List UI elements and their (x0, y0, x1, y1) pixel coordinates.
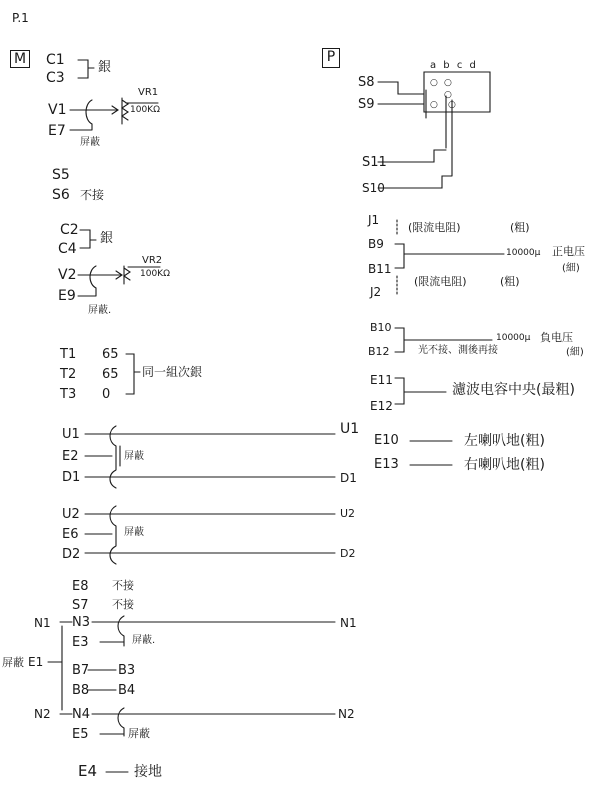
value-vr1: 100KΩ (130, 105, 160, 115)
value-t1: 65 (102, 347, 119, 362)
label-b10: B10 (370, 321, 392, 334)
end-label-u1: U1 (340, 421, 360, 437)
label-u1: U1 (62, 427, 80, 442)
note-e11: 濾波电容中央(最粗) (452, 382, 575, 398)
note-e6: 屏蔽 (124, 527, 144, 538)
label-e9: E9 (58, 288, 76, 304)
connector-pin: ○ (444, 90, 452, 100)
label-e7: E7 (48, 123, 66, 139)
label-b7: B7 (72, 663, 90, 678)
connector-pin: ○ (430, 100, 438, 110)
label-e8: E8 (72, 579, 89, 594)
label-v1: V1 (48, 102, 67, 118)
end-label-d2: D2 (340, 547, 356, 560)
label-c1: C1 (46, 52, 65, 68)
label-c2: C2 (60, 222, 79, 238)
note-c1-c3: 銀 (98, 60, 112, 75)
section-marker-m: M (10, 50, 30, 68)
label-s6: S6 (52, 187, 70, 203)
end-label-n2: N2 (338, 707, 355, 721)
page-number: P.1 (12, 11, 29, 25)
value-t3: 0 (102, 387, 111, 402)
value-neg-cap: 10000μ (496, 333, 531, 343)
label-vr2: VR2 (142, 255, 163, 266)
label-e13: E13 (374, 457, 399, 472)
label-c3: C3 (46, 70, 65, 86)
label-b11: B11 (368, 262, 392, 276)
end-label-u2: U2 (340, 507, 356, 520)
label-s9: S9 (358, 97, 375, 112)
label-e2: E2 (62, 449, 79, 464)
label-s8: S8 (358, 75, 375, 90)
label-b4: B4 (118, 683, 136, 698)
note-e5: 屏蔽 (128, 727, 150, 740)
label-s11: S11 (362, 155, 387, 170)
label-t1: T1 (60, 347, 77, 362)
label-d2: D2 (62, 547, 81, 562)
label-b3: B3 (118, 663, 136, 678)
label-v2: V2 (58, 267, 77, 283)
note-e10: 左喇叭地(粗) (464, 433, 545, 449)
note-e7: 屏蔽 (80, 137, 100, 148)
end-label-d1: D1 (340, 471, 357, 485)
note-c2-c4: 銀 (100, 231, 114, 246)
label-e11: E11 (370, 373, 393, 387)
connector-pin: ○ (448, 100, 456, 110)
note-t-group: 同一組次銀 (142, 365, 203, 379)
note-e2: 屏蔽 (124, 451, 144, 462)
connector-pin: ○ (444, 78, 452, 88)
note-e1: 屏蔽 (2, 656, 24, 669)
label-e10: E10 (374, 433, 399, 448)
label-e5: E5 (72, 727, 89, 742)
note-e3: 屏蔽. (132, 635, 156, 646)
label-b8: B8 (72, 683, 90, 698)
label-e4: E4 (78, 762, 98, 780)
label-e1: E1 (28, 655, 44, 669)
section-marker-p: P (322, 48, 340, 68)
note-j2: (限流电阻) (414, 275, 467, 288)
size-neg: (細) (566, 347, 584, 358)
size-pos: (細) (562, 263, 580, 274)
label-d1: D1 (62, 470, 81, 485)
label-e12: E12 (370, 399, 393, 413)
label-n1-left: N1 (34, 616, 51, 630)
label-n2-left: N2 (34, 707, 51, 721)
note-b12: 光不接、測後再接 (418, 345, 498, 356)
note-j1: (限流电阻) (408, 221, 461, 234)
label-s7: S7 (72, 598, 89, 613)
label-s5: S5 (52, 167, 70, 183)
label-j1: J1 (368, 213, 380, 227)
note-e13: 右喇叭地(粗) (464, 457, 545, 473)
connector-columns: a b c d (430, 60, 478, 71)
label-b9: B9 (368, 237, 384, 251)
note-pos-voltage: 正电压 (552, 245, 585, 258)
label-b12: B12 (368, 345, 390, 358)
end-label-n1: N1 (340, 616, 357, 630)
label-n4: N4 (72, 707, 90, 722)
connector-pin: ○ (430, 78, 438, 88)
note-e4: 接地 (134, 764, 162, 780)
note-s7: 不接 (112, 598, 134, 611)
note-e9: 屏蔽. (88, 305, 112, 316)
note-e8: 不接 (112, 579, 134, 592)
label-t3: T3 (60, 387, 77, 402)
note-neg-voltage: 負电压 (540, 331, 573, 344)
value-pos-cap: 10000μ (506, 248, 541, 258)
value-t2: 65 (102, 367, 119, 382)
note-s6: 不接 (80, 188, 105, 202)
label-t2: T2 (60, 367, 77, 382)
label-vr1: VR1 (138, 87, 159, 98)
label-e6: E6 (62, 527, 79, 542)
label-j2: J2 (370, 285, 382, 299)
label-s10: S10 (362, 181, 385, 195)
label-u2: U2 (62, 507, 80, 522)
label-c4: C4 (58, 241, 77, 257)
size-j1: (粗) (510, 221, 530, 234)
value-vr2: 100KΩ (140, 269, 170, 279)
label-e3: E3 (72, 635, 89, 650)
size-j2: (粗) (500, 275, 520, 288)
label-n3: N3 (72, 615, 90, 630)
